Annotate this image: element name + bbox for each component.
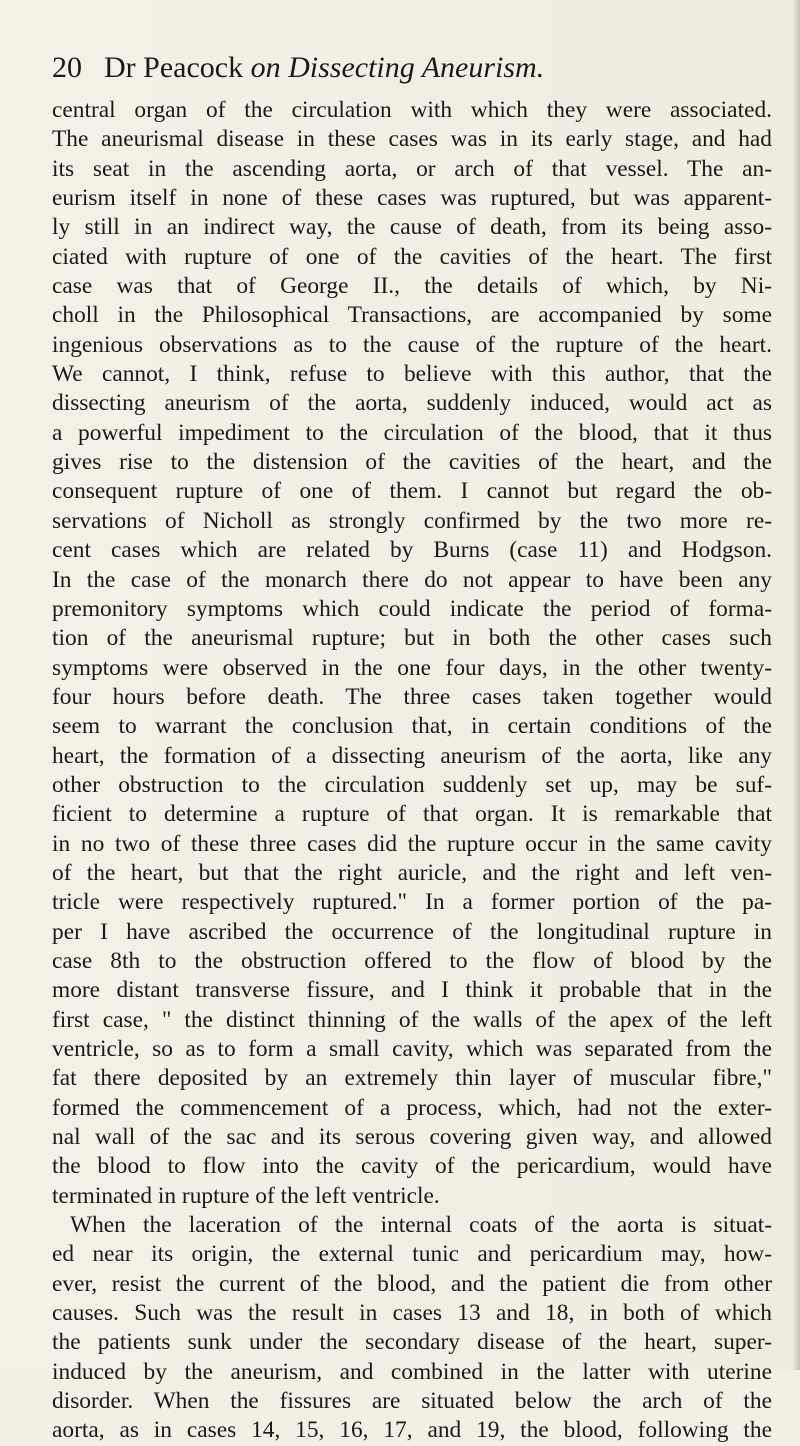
text-line: servations of Nicholl as strongly confirmed by the two more re- xyxy=(52,507,772,534)
text-line: in no two of these three cases did the rupture occur in the same cavity xyxy=(52,830,772,857)
text-line: choll in the Philosophical Transactions, are accompanied by some xyxy=(52,302,772,329)
page-number: 20 xyxy=(52,51,82,84)
text-line: of the heart, but that the right auricle, and the right and left ven- xyxy=(52,859,772,886)
text-line: a powerful impediment to the circulation of the blood, that it thus xyxy=(52,419,772,446)
text-line: ingenious observations as to the cause of the rupture of the heart. xyxy=(52,331,772,358)
text-line: its seat in the ascending aorta, or arch of that vessel. The an- xyxy=(52,155,772,182)
text-line: tion of the aneurismal rupture; but in both the other cases such xyxy=(52,625,772,652)
text-line: ed near its origin, the external tunic and pericardium may, how- xyxy=(52,1241,772,1268)
text-line: four hours before death. The three cases taken together would xyxy=(52,683,772,710)
text-line: case was that of George II., the details of which, by Ni- xyxy=(52,273,772,300)
text-line: the blood to flow into the cavity of the pericardium, would have xyxy=(52,1153,772,1180)
text-line: terminated in rupture of the left ventricle. xyxy=(52,1182,440,1209)
text-line: gives rise to the distension of the cavities of the heart, and the xyxy=(52,449,772,476)
text-line: formed the commencement of a process, which, had not the exter- xyxy=(52,1094,772,1121)
text-line: heart, the formation of a dissecting aneurism of the aorta, like any xyxy=(52,742,772,769)
text-line: central organ of the circulation with which they were associated. xyxy=(52,97,772,123)
text-line: ever, resist the current of the blood, and the patient die from other xyxy=(52,1270,772,1297)
text-line: We cannot, I think, refuse to believe with this author, that the xyxy=(52,361,772,388)
running-title-on: on xyxy=(250,51,281,84)
text-line: ventricle, so as to form a small cavity, which was separated from the xyxy=(52,1036,772,1062)
text-line: The aneurismal disease in these cases was in its early stage, and had xyxy=(52,126,772,153)
text-line: dissecting aneurism of the aorta, suddenly induced, would act as xyxy=(52,390,772,417)
text-line: per I have ascribed the occurrence of the longitudinal rupture in xyxy=(52,918,772,945)
text-line: fat there deposited by an extremely thin layer of muscular fibre," xyxy=(52,1065,772,1092)
text-line: more distant transverse fissure, and I think it probable that in the xyxy=(52,977,772,1004)
text-line: seem to warrant the conclusion that, in certain conditions of the xyxy=(52,713,772,740)
text-line: symptoms were observed in the one four days, in the other twenty- xyxy=(52,654,772,681)
running-title-author: Dr Peacock xyxy=(104,51,244,84)
text-line: the patients sunk under the secondary disease of the heart, super- xyxy=(52,1329,772,1356)
text-line: aorta, as in cases 14, 15, 16, 17, and 19, the blood, following the xyxy=(52,1417,772,1444)
running-title xyxy=(104,50,544,86)
text-line: tricle were respectively ruptured." In a former portion of the pa- xyxy=(52,889,772,916)
page-edge-shadow xyxy=(792,0,800,1370)
text-line: eurism itself in none of these cases was ruptured, but was apparent- xyxy=(52,185,772,212)
text-line: causes. Such was the result in cases 13 and 18, in both of which xyxy=(52,1300,772,1327)
text-line: ciated with rupture of one of the cavities of the heart. The first xyxy=(52,243,772,270)
text-line: cent cases which are related by Burns (case 11) and Hodgson. xyxy=(52,537,772,564)
text-line: other obstruction to the circulation suddenly set up, may be suf- xyxy=(52,771,772,798)
text-line: consequent rupture of one of them. I cannot but regard the ob- xyxy=(52,478,772,505)
running-title-subject: Dissecting Aneurism. xyxy=(288,51,545,84)
text-line: case 8th to the obstruction offered to the flow of blood by the xyxy=(52,947,772,974)
text-line: When the laceration of the internal coats of the aorta is situat- xyxy=(70,1212,772,1239)
body-text xyxy=(52,96,772,1446)
text-line: ficient to determine a rupture of that organ. It is remarkable that xyxy=(52,801,772,828)
text-line: premonitory symptoms which could indicate the period of forma- xyxy=(52,595,772,622)
text-line: nal wall of the sac and its serous covering given way, and allowed xyxy=(52,1124,772,1151)
running-header xyxy=(52,50,772,94)
text-line: In the case of the monarch there do not appear to have been any xyxy=(52,566,772,593)
text-line: disorder. When the fissures are situated below the arch of the xyxy=(52,1388,772,1415)
text-line: induced by the aneurism, and combined in the latter with uterine xyxy=(52,1358,772,1385)
text-line: ly still in an indirect way, the cause of death, from its being asso- xyxy=(52,214,772,241)
text-line: first case, " the distinct thinning of the walls of the apex of the left xyxy=(52,1006,772,1033)
